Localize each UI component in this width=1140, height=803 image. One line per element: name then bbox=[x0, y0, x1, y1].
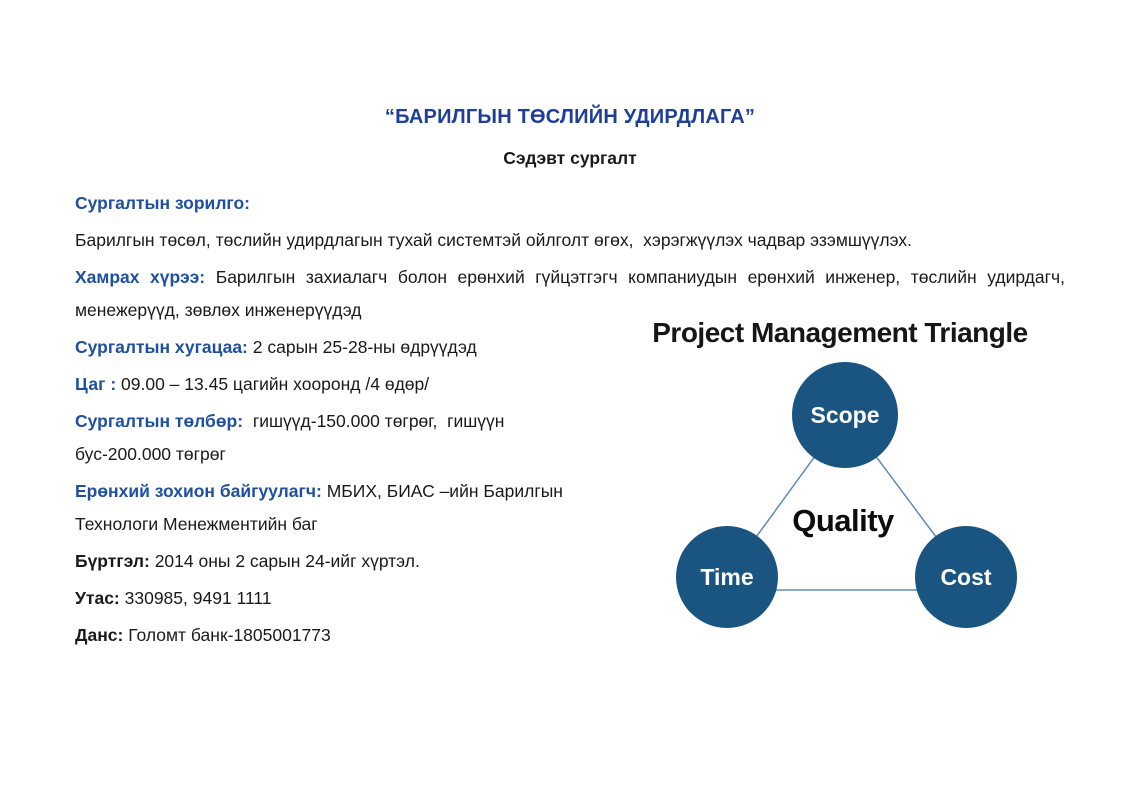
cost-node-label: Cost bbox=[940, 564, 992, 590]
organizer-text: МБИХ, БИАС –ийн Барилгын Технологи Менежментийн баг bbox=[75, 481, 568, 534]
project-management-triangle-figure bbox=[640, 315, 1040, 655]
goal-label: Сургалтын зорилго: bbox=[75, 193, 251, 213]
phone-label: Утас: bbox=[75, 588, 120, 608]
goal-heading bbox=[75, 187, 1065, 220]
fee-label: Сургалтын төлбөр: bbox=[75, 411, 244, 431]
phone-text: 330985, 9491 1111 bbox=[124, 588, 272, 608]
goal-text: Барилгын төсөл, төслийн удирдлагын тухай системтэй ойлголт өгөх, хэрэгжүүлэх чадвар эзэмшүүлэх. bbox=[75, 230, 912, 250]
triangle-diagram bbox=[640, 351, 1040, 651]
goal-paragraph bbox=[75, 224, 1065, 257]
fee-text: гишүүд-150.000 төгрөг, гишүүн бус-200.000 төгрөг bbox=[75, 411, 510, 464]
duration-text: 2 сарын 25-28-ны өдрүүдэд bbox=[252, 337, 477, 357]
scope-text: Барилгын захиалагч болон ерөнхий гүйцэтгэгч компаниудын ерөнхий инженер, төслийн удирдагч, менежерүүд, зөвлөх инженерүүдэд bbox=[75, 267, 1065, 320]
phone-paragraph bbox=[75, 582, 620, 615]
registration-paragraph bbox=[75, 545, 620, 578]
scope-label: Хамрах хүрээ: bbox=[75, 267, 206, 287]
page-subtitle: Сэдэвт сургалт bbox=[503, 148, 637, 168]
quality-center-label: Quality bbox=[792, 503, 894, 538]
time-node-label: Time bbox=[700, 564, 754, 590]
account-paragraph bbox=[75, 619, 620, 652]
figure-title: Project Management Triangle bbox=[652, 317, 1028, 348]
time-paragraph bbox=[75, 368, 620, 401]
account-text: Голомт банк-1805001773 bbox=[128, 625, 331, 645]
organizer-paragraph bbox=[75, 475, 580, 541]
page-title: “БАРИЛГЫН ТӨСЛИЙН УДИРДЛАГА” bbox=[384, 106, 756, 128]
organizer-label: Ерөнхий зохион байгуулагч: bbox=[75, 481, 322, 501]
account-label: Данс: bbox=[75, 625, 124, 645]
fee-paragraph bbox=[75, 405, 595, 471]
registration-label: Бүртгэл: bbox=[75, 551, 150, 571]
time-text: 09.00 – 13.45 цагийн хооронд /4 өдөр/ bbox=[121, 374, 430, 394]
duration-paragraph bbox=[75, 331, 620, 364]
registration-text: 2014 оны 2 сарын 24-ийг хүртэл. bbox=[154, 551, 420, 571]
duration-label: Сургалтын хугацаа: bbox=[75, 337, 248, 357]
scope-node-label: Scope bbox=[810, 402, 880, 428]
time-label: Цаг : bbox=[75, 374, 117, 394]
